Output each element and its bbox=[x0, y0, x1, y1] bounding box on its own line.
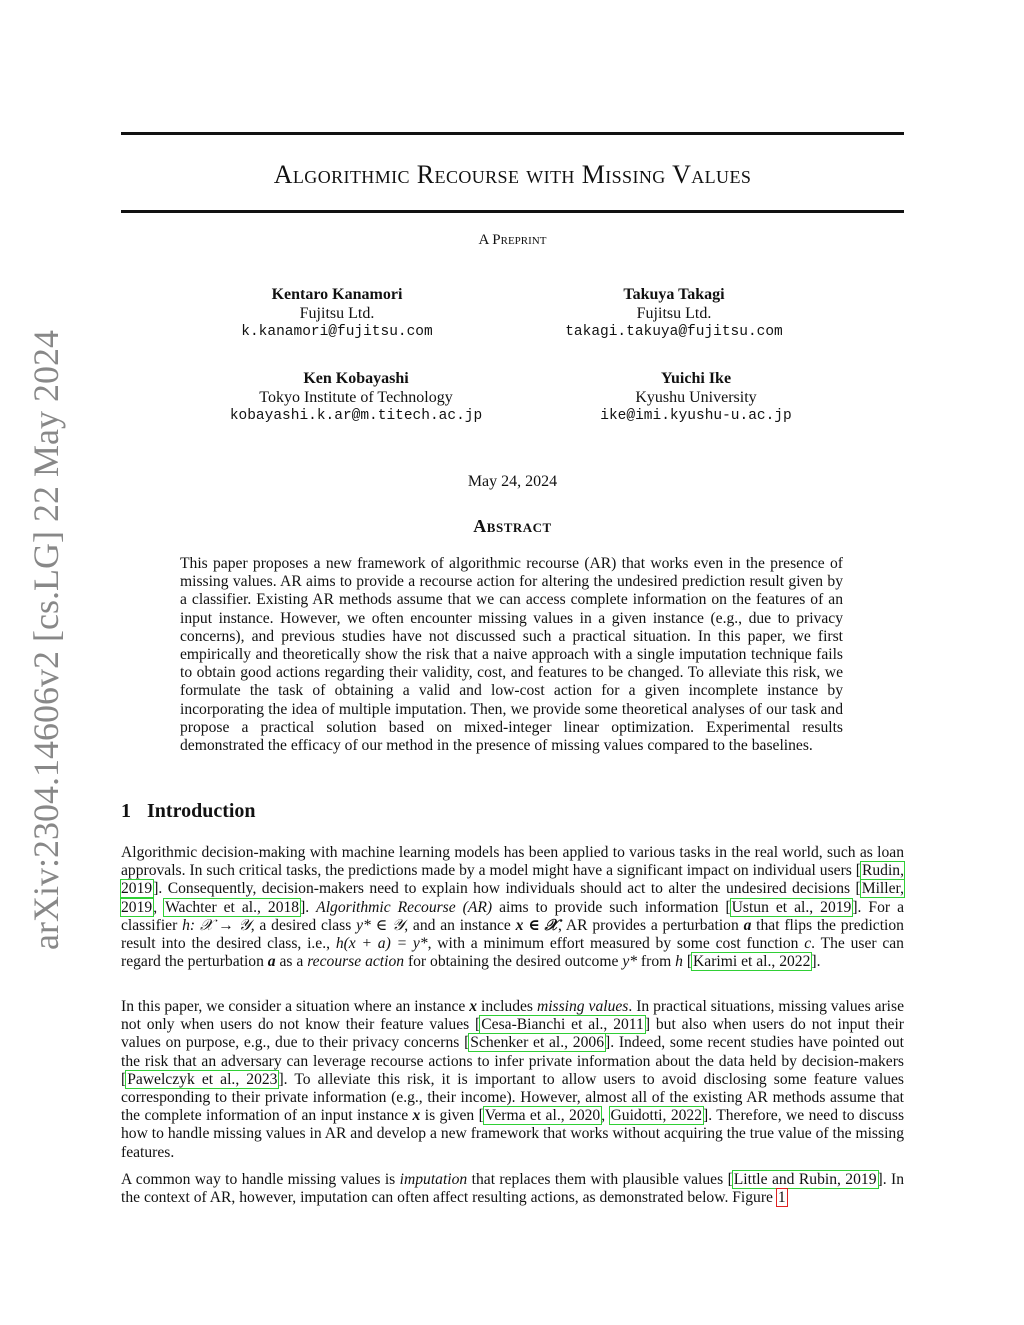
author-email[interactable]: ike@imi.kyushu-u.ac.jp bbox=[600, 408, 792, 424]
author-name: Ken Kobayashi bbox=[303, 370, 409, 387]
text-run: A common way to handle missing values is bbox=[121, 1171, 400, 1188]
text-run: , a desired class bbox=[250, 916, 357, 934]
math-expression: x bbox=[469, 998, 478, 1015]
section-title: Introduction bbox=[147, 800, 256, 822]
author-affiliation: Fujitsu Ltd. bbox=[299, 304, 375, 322]
text-run: ]. Consequently, decision-makers need to explain how individuals should act to alter the undesired decisions [ bbox=[153, 880, 861, 898]
text-run: ]. In the context of AR, however, imputation can often affect resulting actions, as demonstrated below. Figure bbox=[121, 1171, 904, 1207]
math-expression: c bbox=[804, 935, 812, 953]
emphasis-term: Algorithmic Recourse (AR) bbox=[316, 898, 493, 916]
intro-paragraph-1 bbox=[121, 844, 904, 971]
paper-date: May 24, 2024 bbox=[467, 473, 558, 490]
citation-link[interactable]: Little and Rubin, 2019 bbox=[733, 1171, 877, 1188]
citation-link[interactable]: Ustun et al., 2019 bbox=[731, 898, 852, 916]
author-affiliation: Tokyo Institute of Technology bbox=[259, 388, 453, 406]
citation-link[interactable]: Pawelczyk et al., 2023 bbox=[127, 1070, 278, 1088]
author-block bbox=[177, 286, 497, 342]
preprint-label: A Preprint bbox=[478, 232, 547, 248]
emphasis-term: missing values bbox=[536, 998, 629, 1015]
math-expression: h: 𝒳 → 𝒴 bbox=[182, 916, 251, 934]
author-name: Kentaro Kanamori bbox=[271, 286, 403, 303]
text-run: ] but also when users do not input their values on purpose, e.g., due to their privacy concerns [ bbox=[121, 1016, 905, 1052]
citation-link[interactable]: Verma et al., 2020 bbox=[484, 1107, 601, 1125]
title-top-rule bbox=[121, 132, 904, 135]
text-run: , with a minimum effort measured by some cost function bbox=[427, 935, 805, 953]
text-run: for obtaining the desired outcome bbox=[404, 953, 623, 971]
section-heading-introduction bbox=[121, 800, 256, 823]
author-block bbox=[536, 370, 856, 426]
text-run: , and an instance bbox=[404, 916, 516, 934]
text-run: as a bbox=[275, 953, 308, 971]
text-run: aims to provide such information [ bbox=[492, 898, 731, 916]
math-expression: y* ∈ 𝒴 bbox=[356, 916, 405, 934]
text-run: . The user can regard the perturbation bbox=[121, 935, 904, 971]
citation-link[interactable]: Cesa-Bianchi et al., 2011 bbox=[481, 1016, 644, 1034]
math-expression: a bbox=[267, 953, 276, 971]
text-run: In this paper, we consider a situation where an instance bbox=[121, 998, 470, 1015]
emphasis-term: imputation bbox=[399, 1171, 468, 1188]
intro-paragraph-3 bbox=[121, 1171, 904, 1207]
author-affiliation: Kyushu University bbox=[635, 388, 757, 406]
arxiv-identifier: arXiv:2304.14606v2 [cs.LG] 22 May 2024 bbox=[26, 330, 66, 950]
text-run: Algorithmic decision-making with machine learning models has been applied to various tasks in the real world, such as loan approvals. In such critical tasks, the predictions made by a model might have a significant impact on individual users [ bbox=[121, 844, 904, 880]
math-expression: x ∈ 𝒳 bbox=[515, 916, 559, 934]
author-affiliation: Fujitsu Ltd. bbox=[636, 304, 712, 322]
abstract-heading: Abstract bbox=[473, 516, 552, 536]
citation-link[interactable]: Miller, 2019 bbox=[121, 880, 904, 916]
paper-title: Algorithmic Recourse with Missing Values bbox=[273, 160, 752, 189]
citation-link[interactable]: Karimi et al., 2022 bbox=[693, 953, 811, 971]
emphasis-term: recourse action bbox=[307, 953, 405, 971]
text-run: includes bbox=[477, 998, 537, 1015]
citation-link[interactable]: Rudin, 2019 bbox=[121, 862, 904, 898]
intro-paragraph-2 bbox=[121, 998, 904, 1162]
math-expression: h bbox=[675, 953, 683, 971]
citation-link[interactable]: Schenker et al., 2006 bbox=[470, 1034, 604, 1052]
figure-reference-link[interactable]: 1 bbox=[777, 1189, 786, 1207]
author-block bbox=[196, 370, 516, 426]
math-expression: h(x + a) = y* bbox=[335, 935, 428, 953]
text-run: , AR provides a perturbation bbox=[558, 916, 744, 934]
text-run: ]. bbox=[811, 953, 821, 971]
text-run: . In practical situations, missing values arise not only when users do not know their feature values [ bbox=[121, 998, 905, 1034]
text-run: ]. bbox=[300, 898, 317, 916]
math-expression: a bbox=[743, 916, 752, 934]
text-run: that flips the prediction result into the desired class, i.e., bbox=[121, 916, 904, 953]
text-run: ]. To alleviate this risk, it is important to allow users to avoid disclosing some feature values corresponding to their private information (e.g., their income). However, almost all of the existing AR methods assume that the complete information of an input instance bbox=[121, 1070, 904, 1125]
text-run: , bbox=[153, 898, 165, 916]
citation-link[interactable]: Wachter et al., 2018 bbox=[165, 898, 300, 916]
author-block bbox=[514, 286, 834, 342]
text-run: , bbox=[601, 1107, 610, 1125]
author-name: Yuichi Ike bbox=[660, 370, 732, 387]
text-run: [ bbox=[682, 953, 693, 971]
text-run: ]. Therefore, we need to discuss how to handle missing values in AR and develop a new framework that works without acquiring the true value of the missing features. bbox=[121, 1107, 905, 1161]
text-run: is given [ bbox=[420, 1107, 484, 1125]
text-run: ]. Indeed, some recent studies have pointed out the risk that an adversary can leverage recourse actions to infer private information about the data held by decision-makers [ bbox=[121, 1034, 904, 1088]
author-name: Takuya Takagi bbox=[623, 286, 725, 303]
text-run: from bbox=[637, 953, 676, 971]
title-bottom-rule bbox=[121, 210, 904, 213]
author-email[interactable]: takagi.takuya@fujitsu.com bbox=[565, 324, 783, 340]
math-expression: x bbox=[412, 1107, 421, 1125]
math-expression: y* bbox=[622, 953, 638, 971]
section-number: 1 bbox=[121, 800, 131, 822]
abstract-text: This paper proposes a new framework of algorithmic recourse (AR) that works even in the presence of missing values. AR aims to provide a recourse action for altering the undesired prediction result given by a classifier. Existing AR methods assume that we can access complete information on the features of an input instance. However, we often encounter missing values in a given instance (e.g., due to privacy concerns), and previous studies have not discussed such a practical situation. In this paper, we first empirically and theoretically show the risk that a naive approach with a single imputation technique fails to obtain good actions regarding their validity, cost, and features to be changed. To alleviate this risk, we formulate the task of obtaining a valid and low-cost action for a given incomplete instance by incorporating the idea of multiple imputation. Then, we provide some theoretical analyses of our task and propose a practical solution based on mixed-integer linear optimization. Experimental results demonstrated the efficacy of our method in the presence of missing values compared to the baselines. bbox=[180, 555, 843, 755]
text-run: that replaces them with plausible values [ bbox=[467, 1171, 733, 1188]
citation-link[interactable]: Guidotti, 2022 bbox=[610, 1107, 703, 1125]
text-run: ]. For a classifier bbox=[121, 898, 905, 934]
author-email[interactable]: k.kanamori@fujitsu.com bbox=[241, 324, 433, 340]
author-email[interactable]: kobayashi.k.ar@m.titech.ac.jp bbox=[229, 408, 483, 424]
